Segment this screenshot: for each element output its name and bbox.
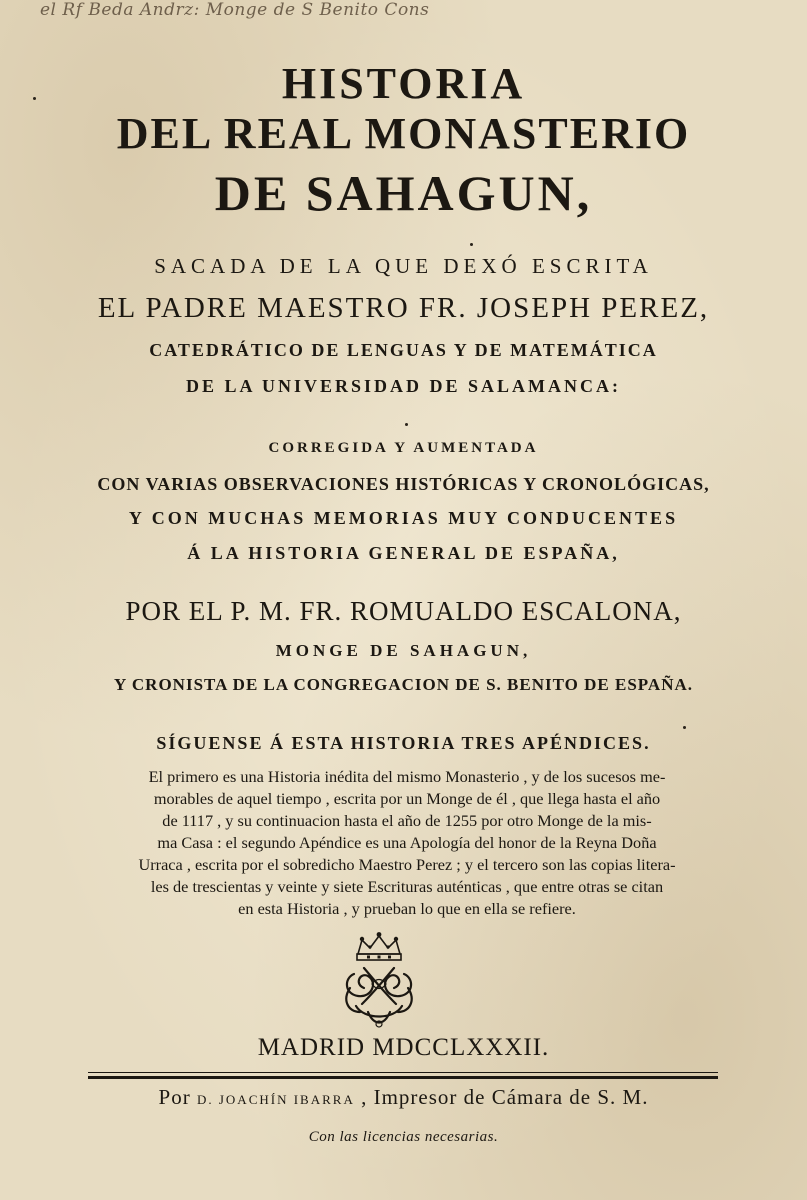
- source-line-3: CATEDRÁTICO DE LENGUAS Y DE MATEMÁTICA: [149, 340, 658, 360]
- licences-note: Con las licencias necesarias.: [308, 1129, 499, 1145]
- paper-speck: [33, 97, 36, 100]
- crowned-monogram-icon: [334, 928, 424, 1032]
- author-line-3: Y CRONISTA DE LA CONGREGACION DE S. BENITO DE ESPAÑA.: [114, 675, 693, 694]
- author-line-1: POR EL P. M. FR. ROMUALDO ESCALONA,: [125, 596, 682, 626]
- correction-line-3: Y CON MUCHAS MEMORIAS MUY CONDUCENTES: [128, 508, 679, 528]
- divider-rule: [88, 1076, 718, 1079]
- printer-suffix: , Impresor de Cámara de S. M.: [361, 1085, 649, 1109]
- appendices-heading: SÍGUENSE Á ESTA HISTORIA TRES APÉNDICES.: [156, 733, 651, 753]
- appendices-line: ma Casa : el segundo Apéndice es una Apología del honor de la Reyna Doña: [157, 833, 657, 852]
- printer-name: D. JOACHÍN IBARRA: [196, 1092, 355, 1107]
- paper-speck: [683, 726, 686, 729]
- correction-line-4: Á LA HISTORIA GENERAL DE ESPAÑA,: [187, 543, 620, 563]
- appendices-line: en esta Historia , y prueban lo que en ella se refiere.: [238, 899, 576, 918]
- printer-line: [0, 1085, 807, 1110]
- title-line-2: DEL REAL MONASTERIO: [116, 109, 691, 158]
- correction-line-2: CON VARIAS OBSERVACIONES HISTÓRICAS Y CRONOLÓGICAS,: [97, 474, 710, 494]
- source-line-2: EL PADRE MAESTRO FR. JOSEPH PEREZ,: [97, 292, 710, 324]
- manuscript-inscription: el Rf Beda Andrz: Monge de S Benito Cons: [40, 0, 430, 20]
- paper-speck: [470, 243, 473, 246]
- divider-rule: [88, 1072, 718, 1073]
- appendices-line: les de trescientas y veinte y siete Escrituras auténticas , que entre otras se citan: [150, 877, 664, 896]
- appendices-line: de 1117 , y su continuacion hasta el año de 1255 por otro Monge de la mis-: [162, 811, 652, 830]
- title-line-1: HISTORIA: [281, 59, 526, 108]
- appendices-line: morables de aquel tiempo , escrita por un Monge de él , que llega hasta el año: [153, 789, 661, 808]
- title-line-3: DE SAHAGUN,: [214, 165, 593, 221]
- author-line-2: MONGE DE SAHAGUN,: [275, 641, 532, 660]
- appendices-line: El primero es una Historia inédita del mismo Monasterio , y de los sucesos me-: [148, 767, 666, 786]
- correction-line-1: CORREGIDA Y AUMENTADA: [268, 440, 539, 456]
- appendices-description: [42, 766, 772, 920]
- imprint-place-date: MADRID MDCCLXXXII.: [257, 1034, 550, 1061]
- appendices-line: Urraca , escrita por el sobredicho Maestro Perez ; y el tercero son las copias litera-: [138, 855, 676, 874]
- source-line-4: DE LA UNIVERSIDAD DE SALAMANCA:: [185, 376, 622, 396]
- source-line-1: SACADA DE LA QUE DEXÓ ESCRITA: [154, 254, 653, 278]
- printer-prefix: Por: [158, 1085, 191, 1109]
- paper-speck: [405, 423, 408, 426]
